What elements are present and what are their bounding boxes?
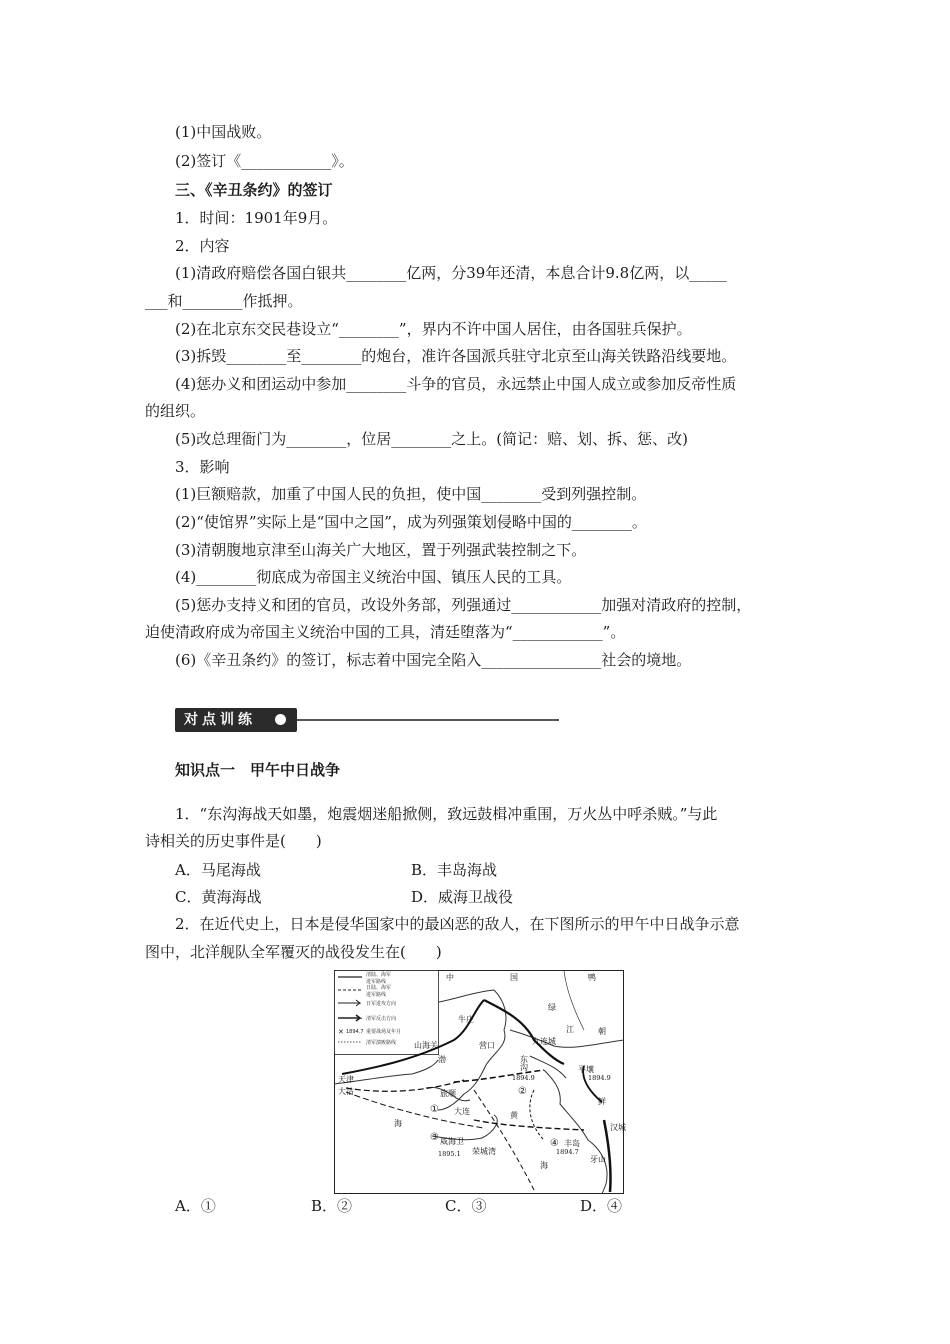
place-label: 荣城湾 xyxy=(472,1147,496,1156)
place-label: 丰岛 xyxy=(564,1139,580,1148)
question-1-stem: 1．“东沟海战天如墨，炮震烟迷船掀侧，致远鼓楫冲重围，万火丛中呼杀贼。”与此 xyxy=(175,805,718,823)
question-1-option-c: C．黄海海战 xyxy=(175,888,262,906)
question-2-option-a: A．① xyxy=(175,1197,216,1215)
sino-japanese-war-map xyxy=(334,970,624,1194)
question-2-option-c: C．③ xyxy=(445,1197,487,1215)
place-label: 渤 xyxy=(438,1055,446,1064)
place-label: 江 xyxy=(566,1025,574,1034)
place-label: 绿 xyxy=(548,1003,556,1012)
text-line: (2)在北京东交民巷设立“________”，界内不许中国人居住，由各国驻兵保护。 xyxy=(175,320,692,338)
text-line: (2)“使馆界”实际上是“国中之国”，成为列强策划侵略中国的________。 xyxy=(175,513,647,531)
legend-text: 清陆、海军 xyxy=(366,972,392,978)
text-line: 3．影响 xyxy=(175,458,230,476)
place-label: 营口 xyxy=(479,1041,495,1050)
text-line: (3)拆毁________至________的炮台，准许各国派兵驻守北京至山海关铁路沿线要地。 xyxy=(175,347,737,365)
legend-text: 进军路线 xyxy=(366,979,387,985)
banner-rule xyxy=(297,719,559,721)
place-label: 1894.9 xyxy=(512,1074,535,1082)
place-label: 1894.7 xyxy=(556,1148,579,1156)
battle-marker: ④ xyxy=(550,1138,559,1149)
practice-banner xyxy=(175,708,560,734)
place-label: 九连城 xyxy=(532,1037,556,1046)
place-label: 鸭 xyxy=(588,973,596,982)
place-label: 东 xyxy=(520,1055,528,1064)
text-line: (4)________彻底成为帝国主义统治中国、镇压人民的工具。 xyxy=(175,568,572,586)
place-label: 1894.9 xyxy=(588,1074,611,1082)
place-label: 沟 xyxy=(520,1063,528,1072)
text-line: (5)改总理衙门为________，位居________之上。(简记：赔、划、拆、惩、改) xyxy=(175,430,688,448)
question-2-stem: 2．在近代史上，日本是侵华国家中的最凶恶的敌人，在下图所示的甲午中日战争示意 xyxy=(175,915,740,933)
question-1-option-b: B．丰岛海战 xyxy=(411,861,498,879)
place-label: 1895.1 xyxy=(438,1150,461,1158)
legend-battle-icon: ✕ xyxy=(338,1028,344,1036)
legend-text: 重要战场及年月 xyxy=(366,1029,402,1035)
text-line: 1．时间：1901年9月。 xyxy=(175,209,338,227)
question-2-stem: 图中，北洋舰队全军覆灭的战役发生在( ) xyxy=(145,943,442,961)
legend-text: 日陆、海军 xyxy=(366,985,392,991)
text-line: (4)惩办义和团运动中参加________斗争的官员，永远禁止中国人成立或参加反帝性质 xyxy=(175,375,737,393)
banner-dot-icon xyxy=(275,714,286,725)
text-line: 2．内容 xyxy=(175,237,230,255)
text-line: ___和________作抵押。 xyxy=(145,292,303,310)
legend-text: 清军溃败路线 xyxy=(366,1040,397,1046)
question-1-option-d: D．威海卫战役 xyxy=(411,888,514,906)
question-2-option-b: B．② xyxy=(311,1197,353,1215)
place-label: 黄 xyxy=(510,1111,518,1120)
battle-marker: ② xyxy=(518,1086,527,1097)
section-heading: 三、《辛丑条约》的签订 xyxy=(175,181,333,199)
text-line: (6)《辛丑条约》的签订，标志着中国完全陷入________________社会的境地。 xyxy=(175,651,692,669)
place-label: 牛庄 xyxy=(458,1015,474,1024)
place-label: 牙山 xyxy=(590,1155,606,1164)
legend-date: 1894.7 xyxy=(346,1029,364,1035)
place-label: 海 xyxy=(540,1161,548,1170)
legend-text: 清军反击方向 xyxy=(366,1016,397,1022)
text-line: (2)签订《____________》。 xyxy=(175,152,354,170)
legend-text: 日军进攻方向 xyxy=(366,1001,397,1007)
place-label: 平壤 xyxy=(578,1065,594,1074)
text-line: (3)清朝腹地京津至山海关广大地区，置于列强武装控制之下。 xyxy=(175,541,587,559)
place-label: 威海卫 xyxy=(440,1137,464,1146)
place-label: 大连 xyxy=(454,1107,470,1116)
battle-marker: ① xyxy=(430,1104,439,1115)
knowledge-point-title: 知识点一 甲午中日战争 xyxy=(175,761,341,779)
place-label: 大沽 xyxy=(338,1087,354,1096)
place-label: 鲜 xyxy=(598,1097,606,1106)
place-label: 中 xyxy=(446,973,454,982)
place-label: 海 xyxy=(394,1119,402,1128)
legend-text: 进军路线 xyxy=(366,992,387,998)
battle-marker: ③ xyxy=(430,1132,439,1143)
text-line: (5)惩办支持义和团的官员，改设外务部，列强通过____________加强对清政府的控制， xyxy=(175,596,752,614)
place-label: 朝 xyxy=(598,1027,606,1036)
text-line: (1)巨额赔款，加重了中国人民的负担，使中国________受到列强控制。 xyxy=(175,485,647,503)
text-line: 迫使清政府成为帝国主义统治中国的工具，清廷堕落为“____________”。 xyxy=(145,623,626,641)
text-line: (1)清政府赔偿各国白银共________亿两，分39年还清，本息合计9.8亿两，以_____ xyxy=(175,264,727,282)
place-label: 国 xyxy=(510,973,518,982)
text-line: (1)中国战败。 xyxy=(175,123,272,141)
question-2-option-d: D．④ xyxy=(580,1197,623,1215)
place-label: 天津 xyxy=(338,1075,354,1084)
place-label: 汉城 xyxy=(610,1123,626,1132)
question-1-option-a: A．马尾海战 xyxy=(175,861,261,879)
place-label: 旅顺 xyxy=(440,1089,456,1098)
text-line: 的组织。 xyxy=(145,402,206,420)
banner-label: 对点训练 xyxy=(175,708,297,732)
place-label: 山海关 xyxy=(414,1041,438,1050)
question-1-stem: 诗相关的历史事件是( ) xyxy=(145,832,322,850)
